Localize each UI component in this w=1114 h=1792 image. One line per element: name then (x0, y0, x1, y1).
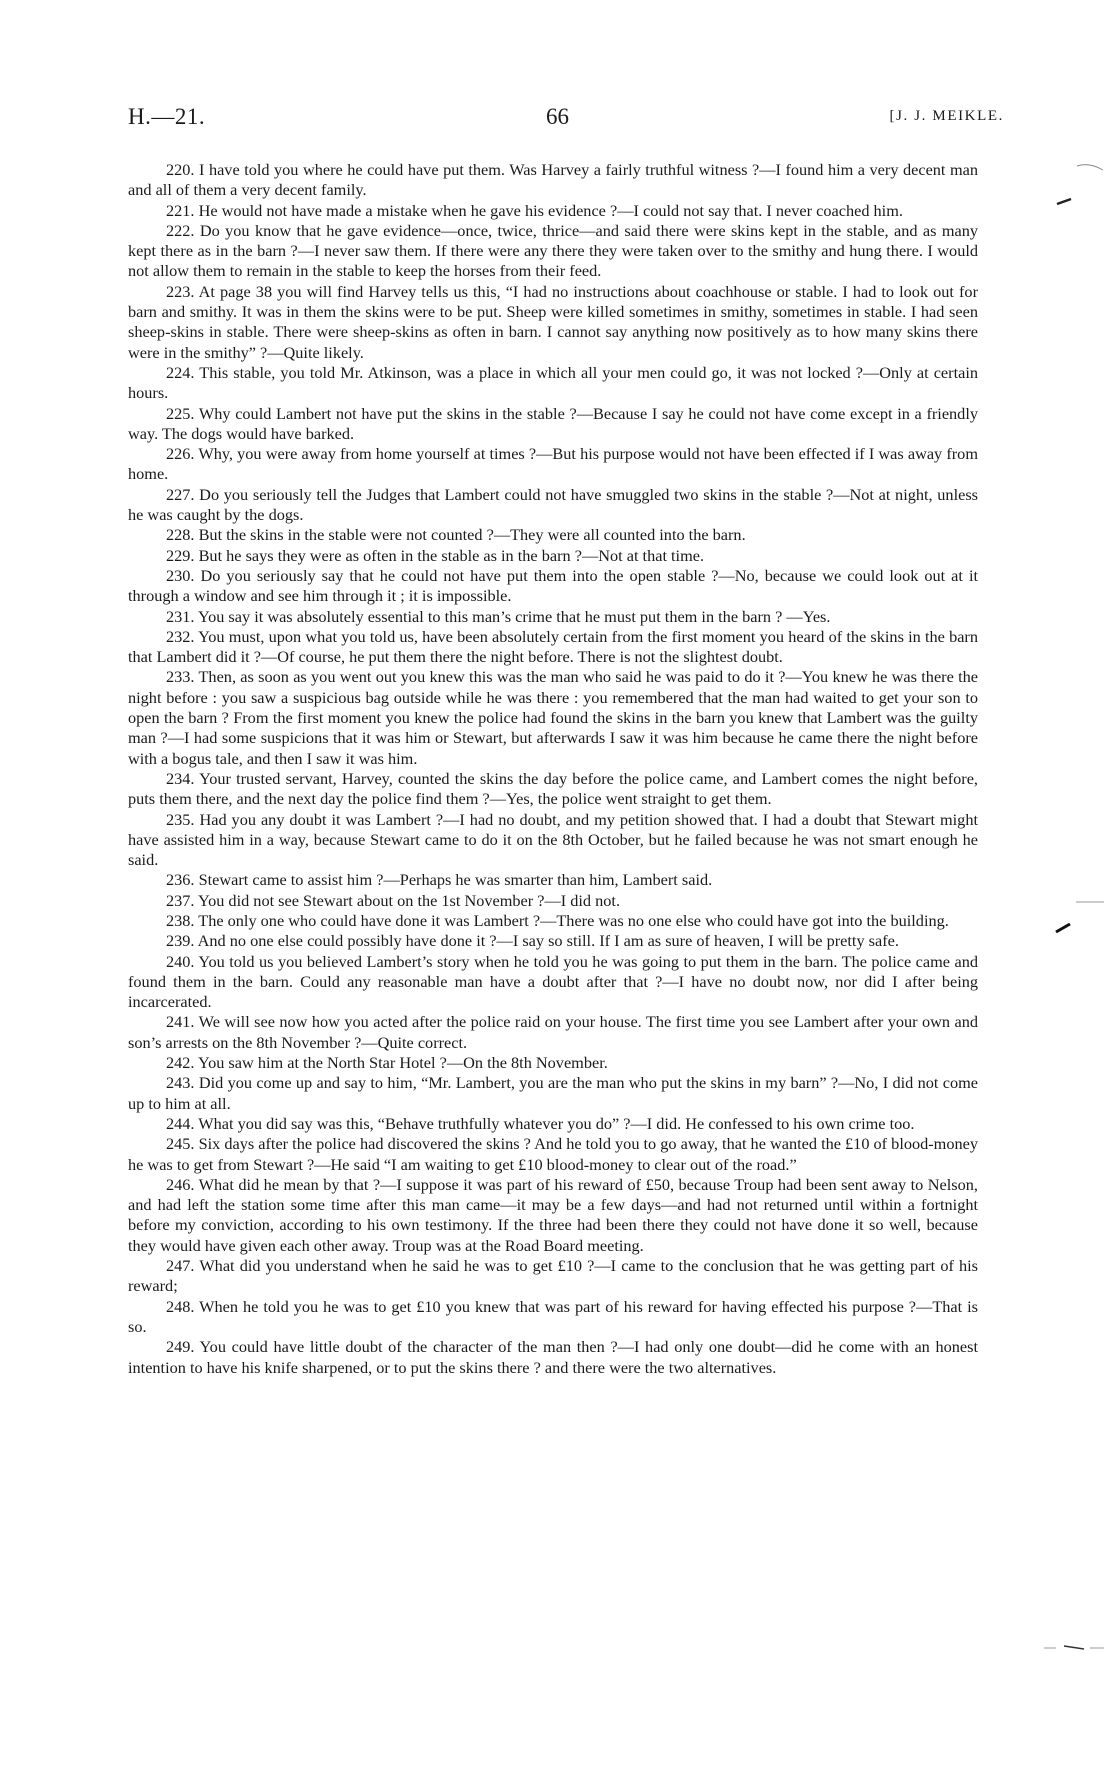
question-241: 241. We will see now how you acted after the police raid on your house. The first time you see Lambert after your own and son’s arrests on the 8th November ?—Quite correct. (128, 1012, 978, 1052)
question-245: 245. Six days after the police had discovered the skins ? And he told you to go away, that he wanted the £10 of blood-money he was to get from Stewart ?—He said “I am waiting to get £10 blood-money to clear out of the road.” (128, 1134, 978, 1174)
question-244: 244. What you did say was this, “Behave truthfully whatever you do” ?—I did. He confessed to his own crime too. (166, 1113, 915, 1133)
question-231: 231. You say it was absolutely essential to this man’s crime that he must put them in the barn ? —Yes. (166, 606, 831, 626)
question-235: 235. Had you any doubt it was Lambert ?—I had no doubt, and my petition showed that. I had a doubt that Stewart might have assisted him in a way, because Stewart came to do it on the 8th October, but he failed because he was not smart enough he said. (128, 809, 978, 870)
question-224: 224. This stable, you told Mr. Atkinson, was a place in which all your men could go, it was not locked ?—Only at certain hours. (128, 362, 978, 403)
witness-name: [J. J. MEIKLE. (889, 108, 1004, 124)
question-222: 222. Do you know that he gave evidence—once, twice, thrice—and said there were skins kept in the stable, and as many kept there as in the barn ?—I never saw them. If there were any there they were taken over to the smithy and hung there. I would not allow them to remain in the stable to keep the horses from their feed. (128, 220, 978, 281)
question-243: 243. Did you come up and say to him, “Mr. Lambert, you are the man who put the skins in my barn” ?—No, I did not come up to him at all. (128, 1073, 978, 1113)
question-230: 230. Do you seriously say that he could not have put them into the open stable ?—No, because we could look out at it through a window and see him through it ; it is impossible. (128, 565, 978, 606)
question-220: 220. I have told you where he could have put them. Was Harvey a fairly truthful witness ?—I found him a very decent man and all of them a very decent family. (128, 160, 978, 200)
question-226: 226. Why, you were away from home yourself at times ?—But his purpose would not have been effected if I was away from home. (128, 444, 978, 484)
question-232: 232. You must, upon what you told us, have been absolutely certain from the first moment you heard of the skins in the barn that Lambert did it ?—Of course, he put them there the night before. There is not the slightest doubt. (128, 626, 978, 667)
question-239: 239. And no one else could possibly have done it ?—I say so still. If I am as sure of heaven, I will be pretty safe. (166, 931, 899, 951)
question-248: 248. When he told you he was to get £10 you knew that was part of his reward for having effected his purpose ?—That is so. (128, 1296, 978, 1336)
question-225: 225. Why could Lambert not have put the skins in the stable ?—Because I say he could not have come except in a friendly way. The dogs would have barked. (128, 403, 978, 443)
question-249: 249. You could have little doubt of the character of the man then ?—I had only one doubt—did he come with an honest intention to have his knife sharpened, or to put the skins there ? and there were the two alternatives. (128, 1337, 978, 1377)
question-234: 234. Your trusted servant, Harvey, counted the skins the day before the police came, and Lambert comes the night before, puts them there, and the next day the police find them ?—Yes, the police went straight to get them. (128, 768, 978, 809)
question-223: 223. At page 38 you will find Harvey tells us this, “I had no instructions about coachhouse or stable. I had to look out for barn and smithy. It was in them the skins were to be put. Sheep were killed sometimes in smithy, sometimes in stable. I had seen sheep-skins in stable. There were sheep-skins as often in barn. I cannot say anything now positively as to how many skins there were in the smithy” ?—Quite likely. (128, 281, 978, 362)
question-240: 240. You told us you believed Lambert’s story when he told you he was going to put them in the barn. The police came and found them in the barn. Could any reasonable man have a doubt after that ?—I have no doubt now, nor did I after being incarcerated. (128, 951, 978, 1012)
question-236: 236. Stewart came to assist him ?—Perhaps he was smarter than him, Lambert said. (166, 870, 713, 890)
question-227: 227. Do you seriously tell the Judges that Lambert could not have smuggled two skins in the stable ?—Not at night, unless he was caught by the dogs. (128, 484, 978, 525)
margin-pencil-mark-bottom (1040, 1636, 1110, 1656)
question-237: 237. You did not see Stewart about on the 1st November ?—I did not. (166, 890, 621, 910)
document-reference: H.—21. (128, 104, 206, 129)
question-233: 233. Then, as soon as you went out you knew this was the man who said he was paid to do it ?—You knew he was there the night before : you saw a suspicious bag outside while he was there : you remembered that the man had waited to get your son to open the barn ? From the first moment you knew the police had found the skins in the barn you knew that Lambert was the guilty man ?—I had some suspicions that it was him or Stewart, but afterwards I saw it was him because he came there the night before with a bogus tale, and then I saw it was him. (128, 667, 978, 768)
margin-pencil-mark-top (1055, 160, 1107, 206)
question-246: 246. What did he mean by that ?—I suppose it was part of his reward of £50, because Troup had been sent away to Nelson, and had left the station some time after this man came—it may be a few days—and had not returned until within a fortnight before my conviction, according to his own testimony. If the three had been there they could not have done it so well, because they would have given each other away. Troup was at the Road Board meeting. (128, 1174, 978, 1255)
testimony-body (128, 160, 978, 1378)
question-229: 229. But he says they were as often in the stable as in the barn ?—Not at that time. (166, 545, 705, 565)
question-221: 221. He would not have made a mistake when he gave his evidence ?—I could not say that. I never coached him. (166, 200, 903, 220)
question-242: 242. You saw him at the North Star Hotel ?—On the 8th November. (166, 1053, 608, 1073)
page-number: 66 (546, 104, 569, 129)
margin-pencil-mark-middle (1052, 892, 1108, 936)
question-238: 238. The only one who could have done it was Lambert ?—There was no one else who could have got into the building. (166, 910, 949, 930)
page-header (128, 104, 1004, 134)
question-228: 228. But the skins in the stable were not counted ?—They were all counted into the barn. (166, 525, 746, 545)
question-247: 247. What did you understand when he said he was to get £10 ?—I came to the conclusion that he was getting part of his reward; (128, 1256, 978, 1296)
